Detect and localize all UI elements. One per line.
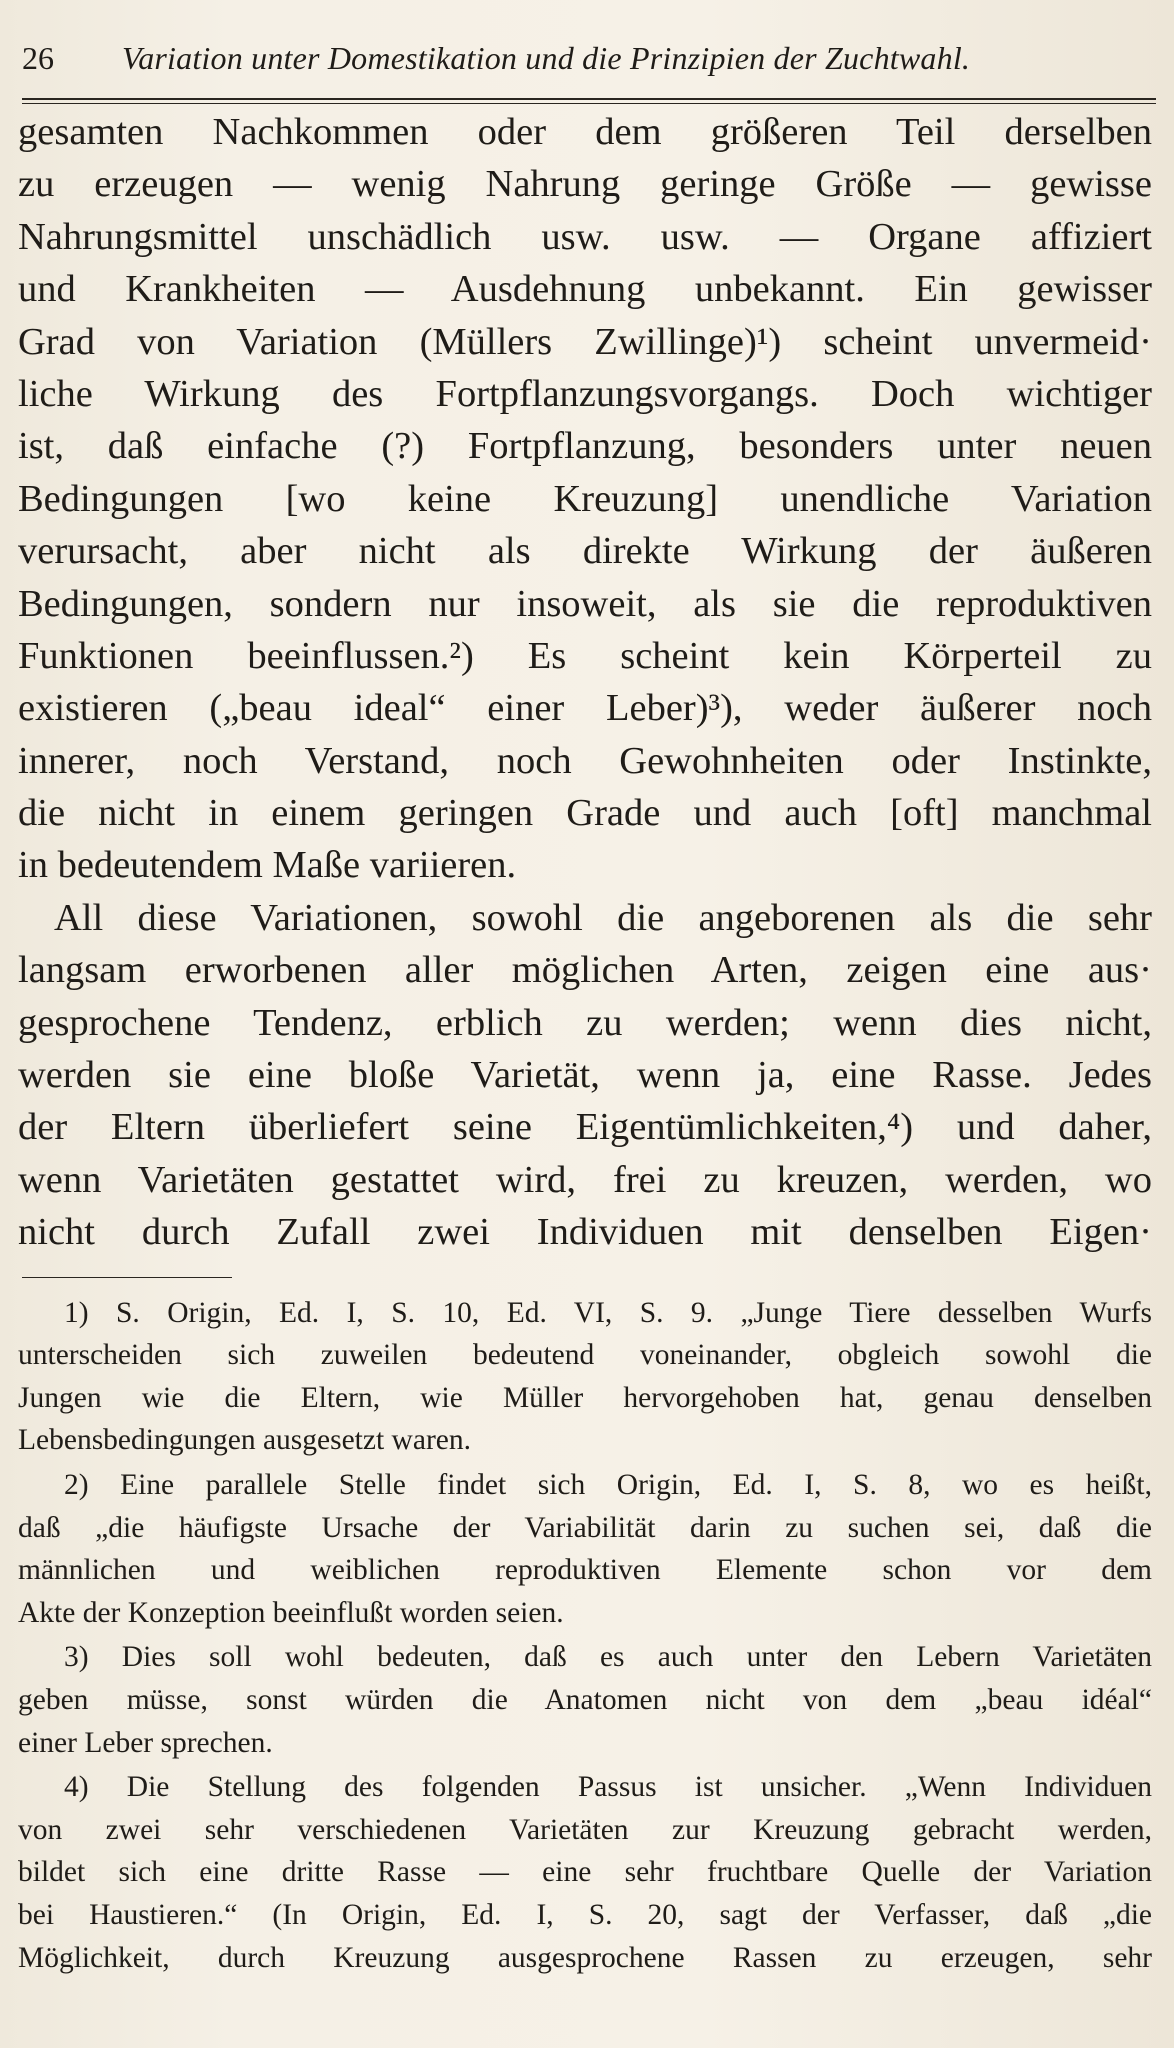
running-title: Variation unter Domestikation und die Prinzipien der Zuchtwahl. (122, 40, 971, 76)
footnote-line: geben müsse, sonst würden die Anatomen nicht von dem „beau idéal“ (18, 1683, 1152, 1716)
footnote-line: 1) S. Origin, Ed. I, S. 10, Ed. VI, S. 9. „Junge Tiere desselben Wurfs (64, 1296, 1152, 1329)
footnote-1 (18, 1292, 1152, 1462)
body-line: in bedeutendem Maße variieren. (18, 844, 517, 887)
footnote-2 (18, 1464, 1152, 1634)
body-line: Bedingungen, sondern nur insoweit, als sie die reproduktiven (18, 582, 1152, 625)
header-rule-thick (22, 98, 1156, 100)
footnote-line: von zwei sehr verschiedenen Varietäten zur Kreuzung gebracht werden, (18, 1813, 1152, 1846)
footnote-line: 4) Die Stellung des folgenden Passus ist unsicher. „Wenn Individuen (64, 1771, 1152, 1804)
footnote-line: Möglichkeit, durch Kreuzung ausgesprochene Rassen zu erzeugen, sehr (18, 1941, 1152, 1974)
footnote-rule (22, 1277, 232, 1278)
body-line: werden sie eine bloße Varietät, wenn ja, eine Rasse. Jedes (18, 1054, 1152, 1097)
body-line: die nicht in einem geringen Grade und auch [oft] manchmal (18, 792, 1152, 835)
body-line: zu erzeugen — wenig Nahrung geringe Größe — gewisse (18, 163, 1152, 206)
body-line: nicht durch Zufall zwei Individuen mit denselben Eigen· (18, 1211, 1152, 1254)
body-line: langsam erworbenen aller möglichen Arten, zeigen eine aus· (18, 949, 1152, 992)
body-text (18, 106, 1152, 1259)
footnote-line: unterscheiden sich zuweilen bedeutend voneinander, obgleich sowohl die (18, 1339, 1152, 1372)
body-line: gesprochene Tendenz, erblich zu werden; wenn dies nicht, (18, 1001, 1152, 1044)
footnote-line: 2) Eine parallele Stelle findet sich Origin, Ed. I, S. 8, wo es heißt, (64, 1468, 1152, 1501)
header-rule-thin (22, 103, 1156, 104)
footnote-4 (18, 1766, 1152, 1979)
body-line: Nahrungsmittel unschädlich usw. usw. — Organe affiziert (18, 215, 1152, 258)
running-head (18, 40, 1152, 90)
page-number: 26 (22, 40, 54, 76)
body-line: All diese Variationen, sowohl die angeborenen als die sehr (54, 896, 1152, 939)
body-line: existieren („beau ideal“ einer Leber)³), weder äußerer noch (18, 687, 1152, 730)
body-line: Grad von Variation (Müllers Zwillinge)¹) scheint unvermeid· (18, 320, 1152, 363)
footnote-line: 3) Dies soll wohl bedeuten, daß es auch unter den Lebern Varietäten (64, 1641, 1152, 1674)
body-line: Bedingungen [wo keine Kreuzung] unendliche Variation (18, 477, 1152, 520)
body-line: gesamten Nachkommen oder dem größeren Teil derselben (18, 111, 1152, 153)
body-line: Funktionen beeinflussen.²) Es scheint kein Körperteil zu (18, 634, 1152, 677)
footnote-line: einer Leber sprechen. (18, 1726, 273, 1759)
body-line: verursacht, aber nicht als direkte Wirkung der äußeren (18, 530, 1152, 573)
body-line: innerer, noch Verstand, noch Gewohnheiten oder Instinkte, (18, 739, 1152, 782)
footnote-line: daß „die häufigste Ursache der Variabilität darin zu suchen sei, daß die (18, 1511, 1152, 1544)
footnote-line: Lebensbedingungen ausgesetzt waren. (18, 1424, 471, 1457)
body-line: ist, daß einfache (?) Fortpflanzung, besonders unter neuen (18, 425, 1152, 468)
footnote-3 (18, 1636, 1152, 1764)
body-line: liche Wirkung des Fortpflanzungsvorgangs. Doch wichtiger (18, 372, 1152, 415)
footnote-line: Akte der Konzeption beeinflußt worden seien. (18, 1596, 564, 1629)
footnotes (18, 1292, 1152, 1980)
body-line: und Krankheiten — Ausdehnung unbekannt. Ein gewisser (18, 268, 1152, 311)
footnote-line: bei Haustieren.“ (In Origin, Ed. I, S. 20, sagt der Verfasser, daß „die (18, 1898, 1152, 1931)
footnote-line: Jungen wie die Eltern, wie Müller hervorgehoben hat, genau denselben (18, 1381, 1152, 1414)
body-line: der Eltern überliefert seine Eigentümlichkeiten,⁴) und daher, (18, 1106, 1152, 1149)
body-line: wenn Varietäten gestattet wird, frei zu kreuzen, werden, wo (18, 1158, 1152, 1201)
footnote-line: männlichen und weiblichen reproduktiven Elemente schon vor dem (18, 1554, 1152, 1587)
footnote-line: bildet sich eine dritte Rasse — eine sehr fruchtbare Quelle der Variation (18, 1856, 1152, 1889)
